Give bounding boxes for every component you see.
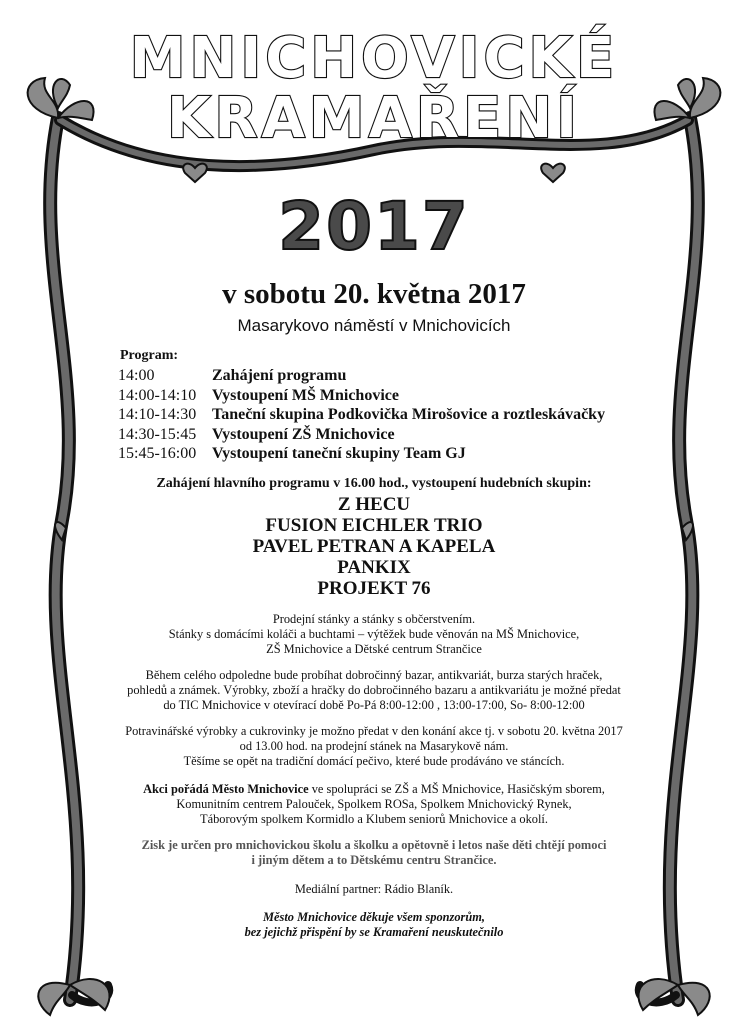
program-item (118, 444, 658, 464)
program-name: Zahájení programu (212, 367, 347, 384)
text-line (110, 782, 638, 797)
organizer-text: ve spolupráci se ZŠ a MŠ Mnichovice, Hasičským sborem, (308, 782, 605, 796)
organizer-bold: Akci pořádá Město Mnichovice (143, 782, 309, 796)
event-year: 2017 (278, 188, 470, 265)
title-line-1: MNICHOVICKÉ (129, 26, 619, 91)
profit-paragraph (110, 838, 638, 868)
text-line: pohledů a známek. Výrobky, zboží a hračky do dobročinného bazaru a antikvariátu je možné předat (127, 683, 621, 697)
text-line: do TIC Mnichovice v otevírací době Po-Pá 8:00-12:00 , 13:00-17:00, So- 8:00-12:00 (163, 698, 585, 712)
program-item (118, 425, 658, 445)
program-time: 15:45-16:00 (118, 445, 197, 462)
text-line: Potravinářské výrobky a cukrovinky je možno předat v den konání akce tj. v sobotu 20. května 2017 (125, 724, 623, 738)
program-time: 14:00-14:10 (118, 386, 197, 404)
program-name: Taneční skupina Podkovička Mirošovice a roztleskávačky (212, 406, 606, 423)
text-line: Táborovým spolkem Kormidlo a Klubem seniorů Mnichovice a okolí. (200, 812, 548, 826)
band-list (0, 494, 748, 599)
organizer-paragraph (110, 782, 638, 827)
text-line: Těšíme se opět na tradiční domácí pečivo, které bude prodáváno ve stáncích. (183, 754, 565, 768)
program-name: Vystoupení ZŠ Mnichovice (212, 425, 395, 443)
title-line-2: KRAMAŘENÍ (167, 86, 581, 151)
text-line: Město Mnichovice děkuje všem sponzorům, (263, 910, 485, 924)
main-program-intro: Zahájení hlavního programu v 16.00 hod., vystoupení hudebních skupin: (156, 476, 592, 491)
event-date: v sobotu 20. května 2017 (222, 278, 526, 310)
text-line: bez jejichž přispění by se Kramaření neuskutečnilo (244, 925, 504, 939)
program-name: Vystoupení taneční skupiny Team GJ (212, 445, 466, 462)
band-name: PANKIX (337, 557, 411, 578)
band-name: PROJEKT 76 (317, 578, 431, 599)
band-name: FUSION EICHLER TRIO (265, 515, 483, 536)
band-name: Z HECU (337, 494, 411, 515)
program-time: 14:00 (118, 367, 155, 384)
program-item (118, 366, 658, 386)
text-line: od 13.00 hod. na prodejní stánek na Masarykově nám. (239, 739, 509, 753)
text-line: Komunitním centrem Palouček, Spolkem ROSa, Spolkem Mnichovický Rynek, (176, 797, 572, 811)
food-paragraph (110, 724, 638, 769)
band-name: PAVEL PETRAN A KAPELA (252, 536, 496, 557)
program-item (118, 386, 658, 406)
bazaar-paragraph (110, 668, 638, 713)
program-label: Program: (120, 348, 179, 363)
text-line: Stánky s domácími koláči a buchtami – výtěžek bude věnován na MŠ Mnichovice, (168, 627, 580, 641)
program-time: 14:30-15:45 (118, 425, 197, 443)
text-line: Zisk je určen pro mnichovickou školu a školku a opětovně i letos naše děti chtějí pomoci (141, 838, 607, 852)
text-line: Během celého odpoledne bude probíhat dobročinný bazar, antikvariát, burza starých hraček, (145, 668, 603, 682)
text-line: i jiným dětem a to Dětskému centru Strančice. (251, 853, 497, 867)
media-partner: Mediální partner: Rádio Blaník. (294, 882, 454, 896)
program-item (118, 405, 658, 425)
program-list (118, 366, 658, 464)
text-line: ZŠ Mnichovice a Dětské centrum Strančice (266, 642, 482, 656)
thanks-paragraph (110, 910, 638, 940)
text-line: Prodejní stánky a stánky s občerstvením. (272, 612, 476, 626)
stalls-paragraph (110, 612, 638, 657)
program-time: 14:10-14:30 (118, 406, 197, 423)
event-venue: Masarykovo náměstí v Mnichovicích (237, 316, 511, 335)
program-name: Vystoupení MŠ Mnichovice (212, 386, 399, 404)
